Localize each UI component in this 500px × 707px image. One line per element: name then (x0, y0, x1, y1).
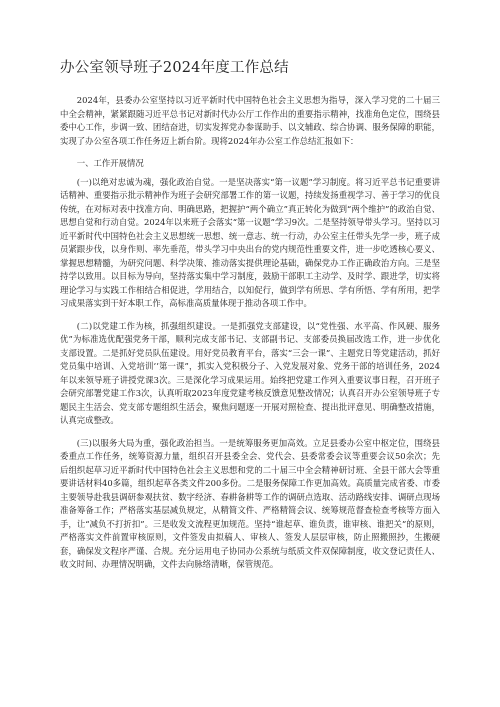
body-paragraph-2: (二)以党建工作为核，抓强组织建设。一是抓强党支部建设，以“党性强、水平高、作风硬、服务优”为标准选优配强党务干部，顺利完成支部书记、支部副书记、支部委员换届改选工作，进一步优化支部设置。二是抓好党员队伍建设。用好党员教育平台，落实“三会一课”、主题党日等党建活动，抓好党员集中培训、入党培训’’第一课”，抓实入党积极分子、入党发展对象、党务干部的培训任务，2024年以来领导班子讲授党课3次。三是深化学习成果运用。始终把党建工作列入重要议事日程，召开班子会研究部署党建工作3次，认真听取2023年度党建考核反馈意见整改情况；认真召开办公室领导班子专题民主生活会、党支部专题组织生活会，聚焦问题逐一开展对照检查、提出批评意见、明确整改措施，认真完成整改。 (60, 320, 440, 425)
document-title: 办公室领导班子2024年度工作总结 (60, 60, 289, 76)
section-heading: 一、工作开展情况 (76, 158, 144, 168)
intro-paragraph: 2024年，县委办公室坚持以习近平新时代中国特色社会主义思想为指导，深入学习党的二十届三中全会精神，紧紧跟随习近平总书记对新时代办公厅工作作出的重要指示精神，找准角色定位，围绕县委中心工作，步调一致、团结奋进，切实发挥党办参谋助手、以文辅政、综合协调、服务保障的职能，实现了办公室各项工作任务迈上新台阶。现将2024年办公室工作总结汇报如下： (60, 95, 440, 146)
body-paragraph-1: (一)以绝对忠诚为魂，强化政治自觉。一是坚决落实“第一议题”学习制度。将习近平总书记重要讲话精神、重要指示批示精神作为班子会研究部署工作的第一议题，持续发扬重视学习、善于学习的优良传统，在对标对表中找准方向、明确思路，把握护“两个确立”真正转化为做到“两个维护”的政治自觉、思想自觉和行动自觉。2024年以来班子会落实“第一议题”学习9次。二是坚持领导带头学习。坚持以习近平新时代中国特色社会主义思想统一思想、统一意志、统一行动，办公室主任带头先学一步，班子成员紧跟步伐，以身作则、率先垂范，带头学习中央出台的党内规范性重要文件，进一步吃透核心要义、掌握思想精髓，为研究问题、科学决策、推动落实提供理论基础，确保党办工作正确政治方向。三是坚持学以致用。以目标为导向，坚持落实集中学习制度，鼓励干部职工主动学、及时学、跟进学，切实将理论学习与实践工作相结合相促进，学用结合，以知促行，做到学有所思、学有所悟、学有所用，把学习成果落实到干好本职工作，高标准高质量体现于推动各项工作中。 (60, 176, 440, 308)
body-paragraph-3: (三)以服务大局为重，强化政治担当。一是统筹服务更加高效。立足县委办公室中枢定位，围绕县委重点工作任务，统筹资源力量，组织召开县委全会、党代会、县委常委会议等重要会议50余次；先后组织起草习近平新时代中国特色社会主义思想和党的二十届三中全会精神研讨班、全县干部大会等重要讲话材料40多篇，组织起草各类文件200多份。二是服务保障工作更加高效。高质量完成省委、市委主要领导赴我县调研参观扶贫、数字经济、春耕备耕等工作的调研点选取、活动路线安排、调研点现场准备筹备工作；严格落实基层减负规定，从精简文件、严格精简会议、统筹规范督查检查考核等方面入手，让“减负不打折扣”。三是收发文流程更加规范。坚持“谁起草、谁负责，谁审核、谁把关”的原则，严格落实文件前置审核原则，文件签发由拟稿人、审核人、签发人层层审核，防止照搬照抄，生搬硬套，确保发文程序严谨、合规。充分运用电子协同办公系统与纸质文件双保障制度，收文登记责任人、收文时间、办理情况明确，文件去向脉络清晰，保管规范。 (60, 437, 440, 569)
